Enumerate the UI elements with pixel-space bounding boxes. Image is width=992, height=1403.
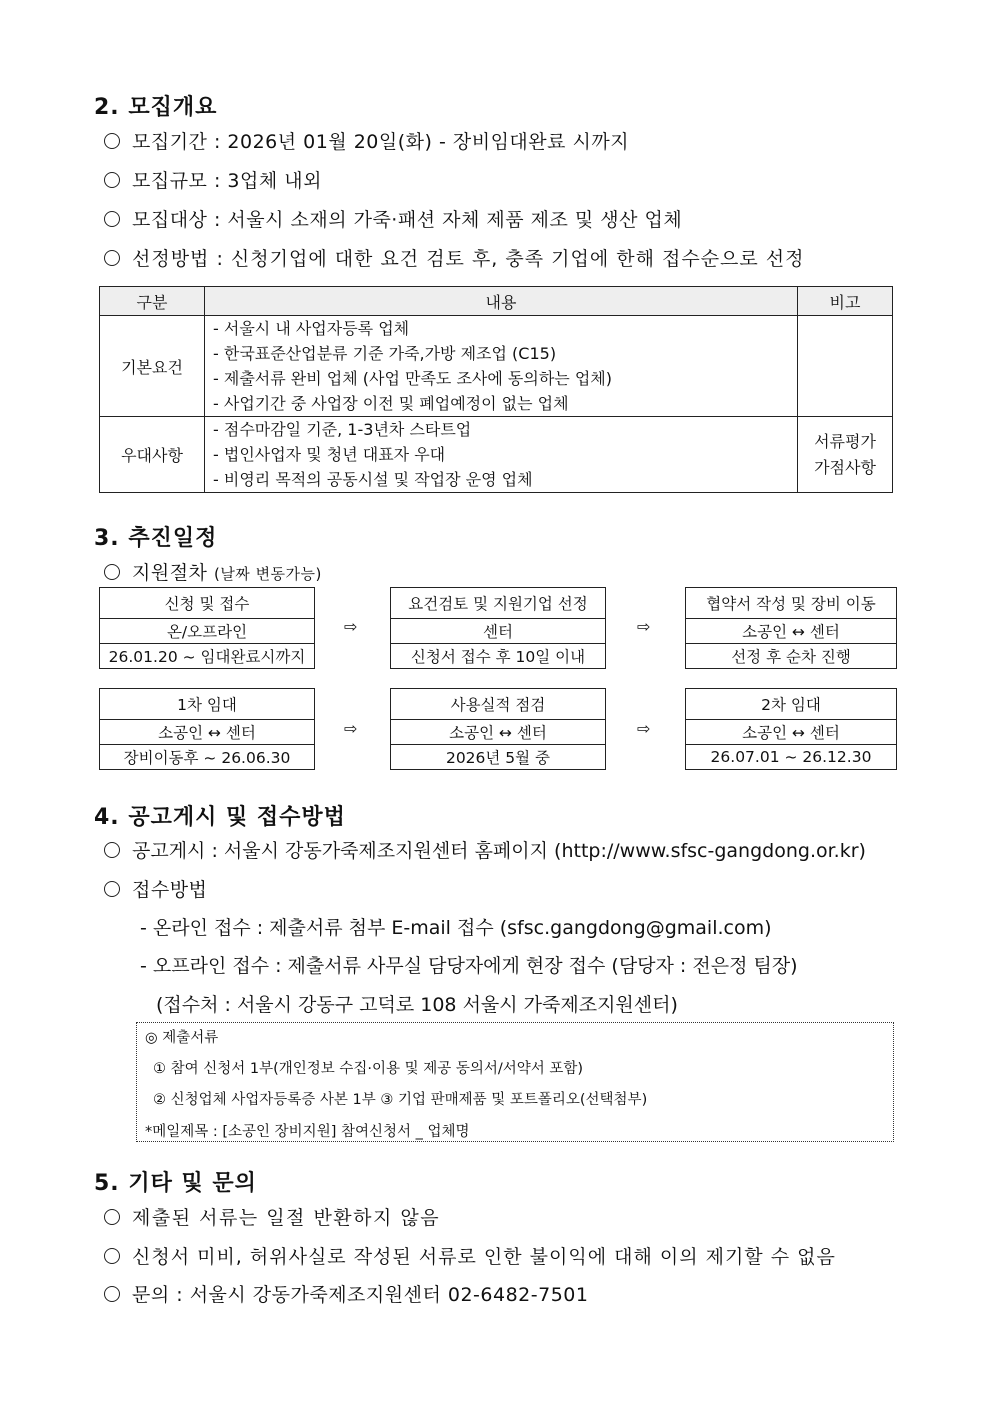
step-box <box>685 688 897 770</box>
section-2-title: 2. 모집개요 <box>94 95 218 120</box>
step-who: 소공인 ↔ 센터 <box>100 720 315 745</box>
row-items <box>205 417 798 493</box>
list-item: - 제출서류 완비 업체 (사업 만족도 조사에 동의하는 업체) <box>213 369 612 388</box>
other-line-2: 신청서 미비, 허위사실로 작성된 서류로 인한 불이익에 대해 이의 제기할 수 없음 <box>104 1242 836 1269</box>
table-row <box>100 417 893 493</box>
arrow-right-icon: ⇨ <box>637 719 651 738</box>
step-box <box>685 587 897 669</box>
row-items <box>205 316 798 417</box>
header-content: 내용 <box>205 287 798 316</box>
step-when: 2026년 5월 중 <box>391 745 606 770</box>
list-item: - 점수마감일 기준, 1-3년차 스타트업 <box>213 420 472 439</box>
step-when: 장비이동후 ~ 26.06.30 <box>100 745 315 770</box>
step-who: 소공인 ↔ 센터 <box>391 720 606 745</box>
online-receipt: - 온라인 접수 : 제출서류 첨부 E-mail 접수 (sfsc.gangdong@gmail.com) <box>140 917 772 939</box>
circle-bullet-icon <box>104 1248 120 1264</box>
section-4-title: 4. 공고게시 및 접수방법 <box>94 805 346 830</box>
recruit-period: 모집기간 : 2026년 01월 20일(화) - 장비임대완료 시까지 <box>104 127 629 154</box>
arrow-right-icon: ⇨ <box>344 617 358 636</box>
offline-receipt: - 오프라인 접수 : 제출서류 사무실 담당자에게 현장 접수 (담당자 : 전은정 팀장) <box>140 955 798 977</box>
step-box <box>99 587 315 669</box>
list-item: - 법인사업자 및 청년 대표자 우대 <box>213 445 446 464</box>
row-note <box>798 316 893 417</box>
selection-method: 선정방법 : 신청기업에 대한 요건 검토 후, 충족 기업에 한해 접수순으로 선정 <box>104 244 805 271</box>
section-3-title: 3. 추진일정 <box>94 526 218 551</box>
step-box <box>99 688 315 770</box>
step-when: 선정 후 순차 진행 <box>686 644 897 669</box>
contact-line: 문의 : 서울시 강동가죽제조지원센터 02-6482-7501 <box>104 1280 588 1307</box>
circle-bullet-icon <box>104 564 120 580</box>
receipt-address: (접수처 : 서울시 강동구 고덕로 108 서울시 가죽제조지원센터) <box>156 994 678 1016</box>
method-line: 접수방법 <box>104 875 207 902</box>
circle-bullet-icon <box>104 211 120 227</box>
step-title: 2차 임대 <box>686 689 897 720</box>
step-title: 협약서 작성 및 장비 이동 <box>686 588 897 619</box>
step-who: 센터 <box>391 619 606 644</box>
arrow-right-icon: ⇨ <box>344 719 358 738</box>
step-title: 사용실적 점검 <box>391 689 606 720</box>
docs-item-2: ② 신청업체 사업자등록증 사본 1부 ③ 기업 판매제품 및 포트폴리오(선택첨부) <box>153 1092 648 1108</box>
step-who: 소공인 ↔ 센터 <box>686 720 897 745</box>
list-item: - 한국표준산업분류 기준 가죽,가방 제조업 (C15) <box>213 344 557 363</box>
docs-title: ◎ 제출서류 <box>145 1030 219 1046</box>
circle-bullet-icon <box>104 842 120 858</box>
step-title: 신청 및 접수 <box>100 588 315 619</box>
notice-line: 공고게시 : 서울시 강동가죽제조지원센터 홈페이지 (http://www.sfsc-gangdong.or.kr) <box>104 836 866 863</box>
step-title: 1차 임대 <box>100 689 315 720</box>
step-who: 소공인 ↔ 센터 <box>686 619 897 644</box>
header-category: 구분 <box>100 287 205 316</box>
recruit-scale: 모집규모 : 3업체 내외 <box>104 166 322 193</box>
table-row <box>100 316 893 417</box>
header-note: 비고 <box>798 287 893 316</box>
docs-mail-subject: *메일제목 : [소공인 장비지원] 참여신청서 _ 업체명 <box>145 1124 470 1140</box>
required-documents-box <box>136 1022 894 1142</box>
arrow-right-icon: ⇨ <box>637 617 651 636</box>
circle-bullet-icon <box>104 250 120 266</box>
circle-bullet-icon <box>104 881 120 897</box>
requirements-table <box>99 286 893 493</box>
circle-bullet-icon <box>104 133 120 149</box>
step-box <box>390 688 606 770</box>
circle-bullet-icon <box>104 1286 120 1302</box>
row-note: 서류평가 가점사항 <box>798 417 893 493</box>
step-when: 신청서 접수 후 10일 이내 <box>391 644 606 669</box>
step-when: 26.01.20 ~ 임대완료시까지 <box>100 644 315 669</box>
step-box <box>390 587 606 669</box>
step-when: 26.07.01 ~ 26.12.30 <box>686 745 897 770</box>
step-title: 요건검토 및 지원기업 선정 <box>391 588 606 619</box>
section-5-title: 5. 기타 및 문의 <box>94 1171 257 1196</box>
row-category: 기본요건 <box>100 316 205 417</box>
list-item: - 사업기간 중 사업장 이전 및 폐업예정이 없는 업체 <box>213 394 569 413</box>
docs-item-1: ① 참여 신청서 1부(개인정보 수집·이용 및 제공 동의서/서약서 포함) <box>153 1061 584 1077</box>
recruit-target: 모집대상 : 서울시 소재의 가죽·패션 자체 제품 제조 및 생산 업체 <box>104 205 682 232</box>
circle-bullet-icon <box>104 1209 120 1225</box>
row-category: 우대사항 <box>100 417 205 493</box>
step-who: 온/오프라인 <box>100 619 315 644</box>
other-line-1: 제출된 서류는 일절 반환하지 않음 <box>104 1203 440 1230</box>
list-item: - 비영리 목적의 공동시설 및 작업장 운영 업체 <box>213 470 533 489</box>
circle-bullet-icon <box>104 172 120 188</box>
procedure-label: 지원절차 (날짜 변동가능) <box>104 558 322 585</box>
list-item: - 서울시 내 사업자등록 업체 <box>213 319 410 338</box>
